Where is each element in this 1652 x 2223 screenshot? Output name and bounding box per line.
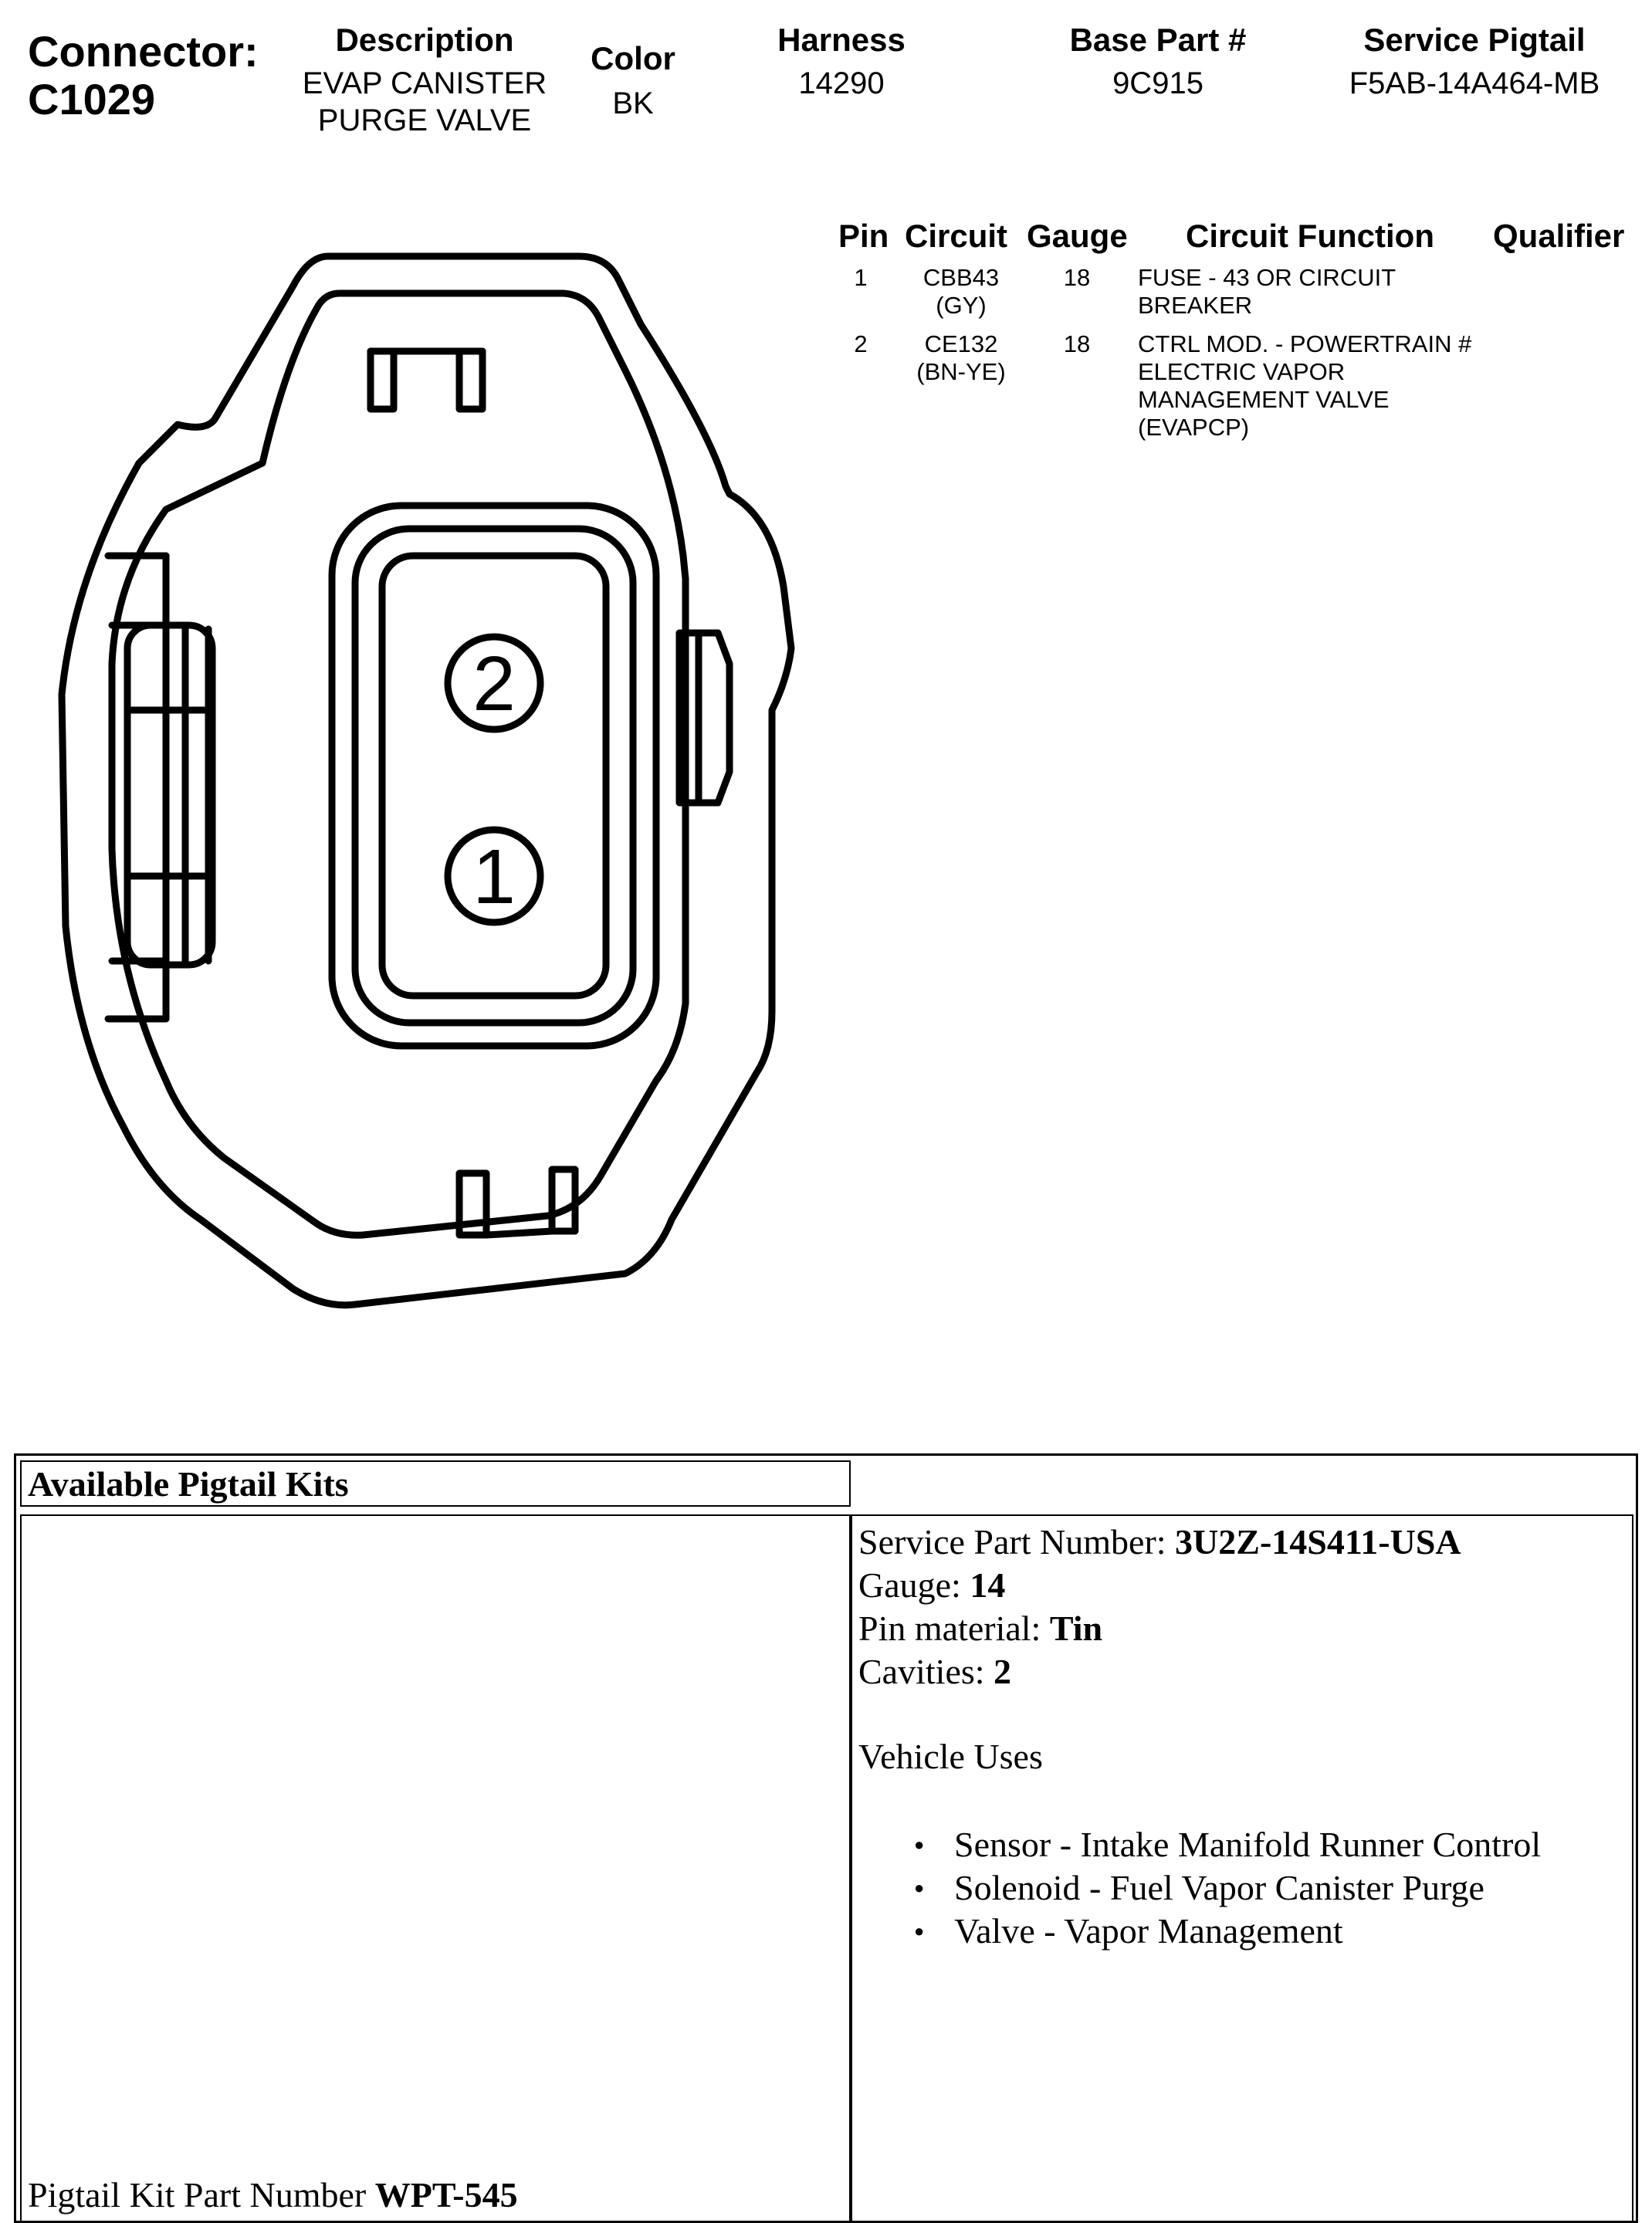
cavities-label: Cavities: [858, 1652, 994, 1691]
pin-material-label: Pin material: [858, 1609, 1050, 1648]
left-rib [127, 625, 212, 965]
pin-2-circuit [895, 330, 1027, 386]
description-header: Description [335, 22, 514, 58]
pin-1-circuit-id: CBB43 [922, 264, 1000, 291]
connector-header [28, 28, 259, 124]
connector-face-diagram [31, 232, 803, 1358]
cavities-value: 2 [994, 1652, 1012, 1691]
harness-column [741, 22, 942, 102]
cavities [858, 1650, 1541, 1693]
description-column [278, 22, 571, 139]
pin-2-gauge: 18 [1063, 330, 1091, 357]
pin-2-number: 2 [854, 330, 868, 357]
list-item: ● Valve - Vapor Management [914, 1910, 1541, 1953]
service-part-label: Service Part Number: [858, 1522, 1176, 1562]
pin-1-gauge: 18 [1063, 264, 1091, 291]
pin-2-circuit-id: CE132 [924, 330, 998, 357]
kit-part-value: WPT-545 [374, 2175, 518, 2215]
pigtail-details-cell [851, 1514, 1633, 2223]
vehicle-uses-list [914, 1823, 1541, 1953]
pin-1-circuit [895, 264, 1027, 320]
cavity-2-label: 2 [472, 641, 516, 727]
vehicle-uses-label: Vehicle Uses [858, 1737, 1043, 1776]
harness-value: 14290 [798, 66, 885, 100]
description-line-2: PURGE VALVE [317, 103, 532, 137]
pin-2-function-line: MANAGEMENT VALVE [1138, 386, 1390, 413]
top-latch [459, 351, 482, 409]
gauge [858, 1564, 1541, 1607]
pigtail-image-cell [20, 1514, 851, 2223]
kit-part-label: Pigtail Kit Part Number [28, 2175, 375, 2215]
connector-id: C1029 [28, 75, 156, 124]
pigtail-title: Available Pigtail Kits [28, 1464, 349, 1504]
base-part-header: Base Part # [1069, 22, 1247, 58]
list-item: ● Sensor - Intake Manifold Runner Control [914, 1823, 1541, 1866]
pigtail-kit-part-number [28, 2174, 518, 2217]
color-column [571, 40, 695, 122]
service-pigtail-column [1312, 22, 1637, 102]
pin-1-function-line: BREAKER [1138, 292, 1253, 319]
pin-2-function-line: CTRL MOD. - POWERTRAIN # [1138, 330, 1472, 357]
service-part-number [858, 1521, 1541, 1564]
cavity-1-label: 1 [472, 834, 516, 920]
pin-2-function-line: (EVAPCP) [1138, 414, 1250, 441]
pin-1-number: 1 [854, 264, 868, 291]
function-header: Circuit Function [1186, 218, 1434, 254]
housing-inner-ring [112, 293, 686, 1235]
list-item: ● Solenoid - Fuel Vapor Canister Purge [914, 1866, 1541, 1910]
pigtail-title-cell [20, 1460, 851, 1507]
circuit-header: Circuit [905, 218, 1008, 254]
color-header: Color [591, 40, 675, 76]
pin-1-function [1138, 264, 1396, 320]
description-line-1: EVAP CANISTER [302, 66, 547, 100]
top-latch [371, 351, 394, 409]
pin-2-function-line: ELECTRIC VAPOR [1138, 358, 1346, 385]
pin-1-function-line: FUSE - 43 OR CIRCUIT [1138, 264, 1396, 291]
qualifier-header: Qualifier [1493, 218, 1625, 254]
pigtail-details [858, 1521, 1541, 1953]
harness-header: Harness [777, 22, 906, 58]
pin-material-value: Tin [1049, 1609, 1103, 1648]
service-pigtail-header: Service Pigtail [1363, 22, 1586, 58]
color-value: BK [612, 86, 654, 120]
gauge-label: Gauge: [858, 1565, 970, 1605]
base-part-column [1042, 22, 1274, 102]
pin-2-circuit-color: (BN-YE) [916, 358, 1006, 385]
gauge-value: 14 [970, 1565, 1006, 1605]
pin-2-function [1138, 330, 1471, 442]
gauge-header: Gauge [1027, 218, 1128, 254]
pin-material [858, 1607, 1541, 1650]
cavity-frame-inner [355, 529, 633, 1023]
service-pigtail-value: F5AB-14A464-MB [1349, 66, 1600, 100]
pin-1-circuit-color: (GY) [936, 292, 987, 319]
pin-header: Pin [838, 218, 889, 254]
bottom-latch [552, 1169, 575, 1231]
base-part-value: 9C915 [1112, 66, 1203, 100]
service-part-value: 3U2Z-14S411-USA [1175, 1522, 1461, 1562]
cavity-frame-core [382, 556, 606, 996]
connector-label: Connector: [28, 27, 259, 76]
